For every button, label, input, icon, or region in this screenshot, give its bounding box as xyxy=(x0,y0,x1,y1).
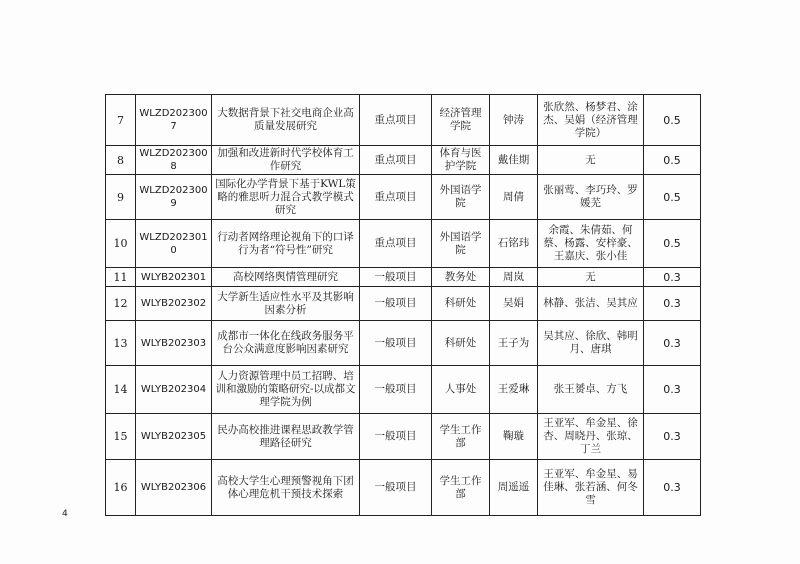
project-leader: 周岚 xyxy=(490,268,538,287)
project-type: 重点项目 xyxy=(360,95,432,146)
team-members: 张王赟卓、方飞 xyxy=(538,366,644,414)
table-row xyxy=(106,220,701,268)
team-members: 王亚军、牟金星、徐杏、周晓丹、张琼、丁兰 xyxy=(538,414,644,460)
project-type: 一般项目 xyxy=(360,460,432,516)
project-leader: 钟涛 xyxy=(490,95,538,146)
department: 教务处 xyxy=(432,268,490,287)
project-leader: 王爱琳 xyxy=(490,366,538,414)
project-title: 高校网络舆情管理研究 xyxy=(212,268,360,287)
page-number: 4 xyxy=(62,509,68,519)
project-title: 加强和改进新时代学校体育工作研究 xyxy=(212,146,360,175)
row-number: 15 xyxy=(106,414,136,460)
department: 外国语学院 xyxy=(432,220,490,268)
table-row xyxy=(106,95,701,146)
project-code: WLYB202302 xyxy=(136,287,212,321)
row-number: 7 xyxy=(106,95,136,146)
project-leader: 鞠璇 xyxy=(490,414,538,460)
department: 体育与医护学院 xyxy=(432,146,490,175)
table-row xyxy=(106,268,701,287)
project-type: 一般项目 xyxy=(360,414,432,460)
project-code: WLYB202304 xyxy=(136,366,212,414)
team-members: 吴其应、徐欣、韩明月、唐琪 xyxy=(538,321,644,366)
project-type: 重点项目 xyxy=(360,175,432,220)
team-members: 张欣然、杨梦君、涂杰、吴娟（经济管理学院） xyxy=(538,95,644,146)
row-number: 11 xyxy=(106,268,136,287)
row-number: 8 xyxy=(106,146,136,175)
funding-amount: 0.3 xyxy=(644,366,701,414)
team-members: 张丽莺、李巧玲、罗媛芜 xyxy=(538,175,644,220)
project-type: 一般项目 xyxy=(360,287,432,321)
team-members: 林静、张洁、吴其应 xyxy=(538,287,644,321)
table-row xyxy=(106,175,701,220)
project-type: 重点项目 xyxy=(360,220,432,268)
project-leader: 吴娟 xyxy=(490,287,538,321)
project-table xyxy=(105,94,701,516)
project-code: WLZD2023007 xyxy=(136,95,212,146)
project-type: 一般项目 xyxy=(360,321,432,366)
row-number: 9 xyxy=(106,175,136,220)
team-members: 余霞、朱倩茹、何蔡、杨露、安梓豪、王嘉庆、张小佳 xyxy=(538,220,644,268)
team-members: 无 xyxy=(538,268,644,287)
department: 外国语学院 xyxy=(432,175,490,220)
table-row xyxy=(106,414,701,460)
row-number: 14 xyxy=(106,366,136,414)
table-row xyxy=(106,146,701,175)
funding-amount: 0.3 xyxy=(644,268,701,287)
department: 人事处 xyxy=(432,366,490,414)
project-code: WLZD2023010 xyxy=(136,220,212,268)
row-number: 12 xyxy=(106,287,136,321)
project-title: 成都市一体化在线政务服务平台公众满意度影响因素研究 xyxy=(212,321,360,366)
project-code: WLYB202303 xyxy=(136,321,212,366)
funding-amount: 0.3 xyxy=(644,287,701,321)
department: 学生工作部 xyxy=(432,460,490,516)
funding-amount: 0.5 xyxy=(644,95,701,146)
project-leader: 石铭玮 xyxy=(490,220,538,268)
project-code: WLYB202305 xyxy=(136,414,212,460)
team-members: 王亚军、牟金星、易佳琳、张若涵、何冬雪 xyxy=(538,460,644,516)
project-title: 国际化办学背景下基于KWL策略的雅思听力混合式教学模式研究 xyxy=(212,175,360,220)
row-number: 13 xyxy=(106,321,136,366)
project-code: WLZD2023009 xyxy=(136,175,212,220)
funding-amount: 0.5 xyxy=(644,220,701,268)
project-leader: 戴佳期 xyxy=(490,146,538,175)
team-members: 无 xyxy=(538,146,644,175)
department: 学生工作部 xyxy=(432,414,490,460)
funding-amount: 0.5 xyxy=(644,175,701,220)
table-row xyxy=(106,366,701,414)
project-type: 一般项目 xyxy=(360,366,432,414)
department: 科研处 xyxy=(432,321,490,366)
project-title: 行动者网络理论视角下的口译行为者“符号性”研究 xyxy=(212,220,360,268)
department: 科研处 xyxy=(432,287,490,321)
row-number: 16 xyxy=(106,460,136,516)
table-row xyxy=(106,460,701,516)
project-code: WLYB202301 xyxy=(136,268,212,287)
funding-amount: 0.3 xyxy=(644,460,701,516)
project-type: 一般项目 xyxy=(360,268,432,287)
funding-amount: 0.3 xyxy=(644,414,701,460)
table-row xyxy=(106,321,701,366)
project-title: 高校大学生心理预警视角下团体心理危机干预技术探索 xyxy=(212,460,360,516)
table-row xyxy=(106,287,701,321)
project-leader: 周遥遥 xyxy=(490,460,538,516)
project-title: 人力资源管理中员工招聘、培训和激励的策略研究-以成都文理学院为例 xyxy=(212,366,360,414)
project-leader: 周倩 xyxy=(490,175,538,220)
project-type: 重点项目 xyxy=(360,146,432,175)
project-title: 大数据背景下社交电商企业高质量发展研究 xyxy=(212,95,360,146)
project-code: WLZD2023008 xyxy=(136,146,212,175)
row-number: 10 xyxy=(106,220,136,268)
funding-amount: 0.5 xyxy=(644,146,701,175)
project-leader: 王子为 xyxy=(490,321,538,366)
project-title: 民办高校推进课程思政教学管理路径研究 xyxy=(212,414,360,460)
project-title: 大学新生适应性水平及其影响因素分析 xyxy=(212,287,360,321)
funding-amount: 0.3 xyxy=(644,321,701,366)
department: 经济管理学院 xyxy=(432,95,490,146)
project-code: WLYB202306 xyxy=(136,460,212,516)
